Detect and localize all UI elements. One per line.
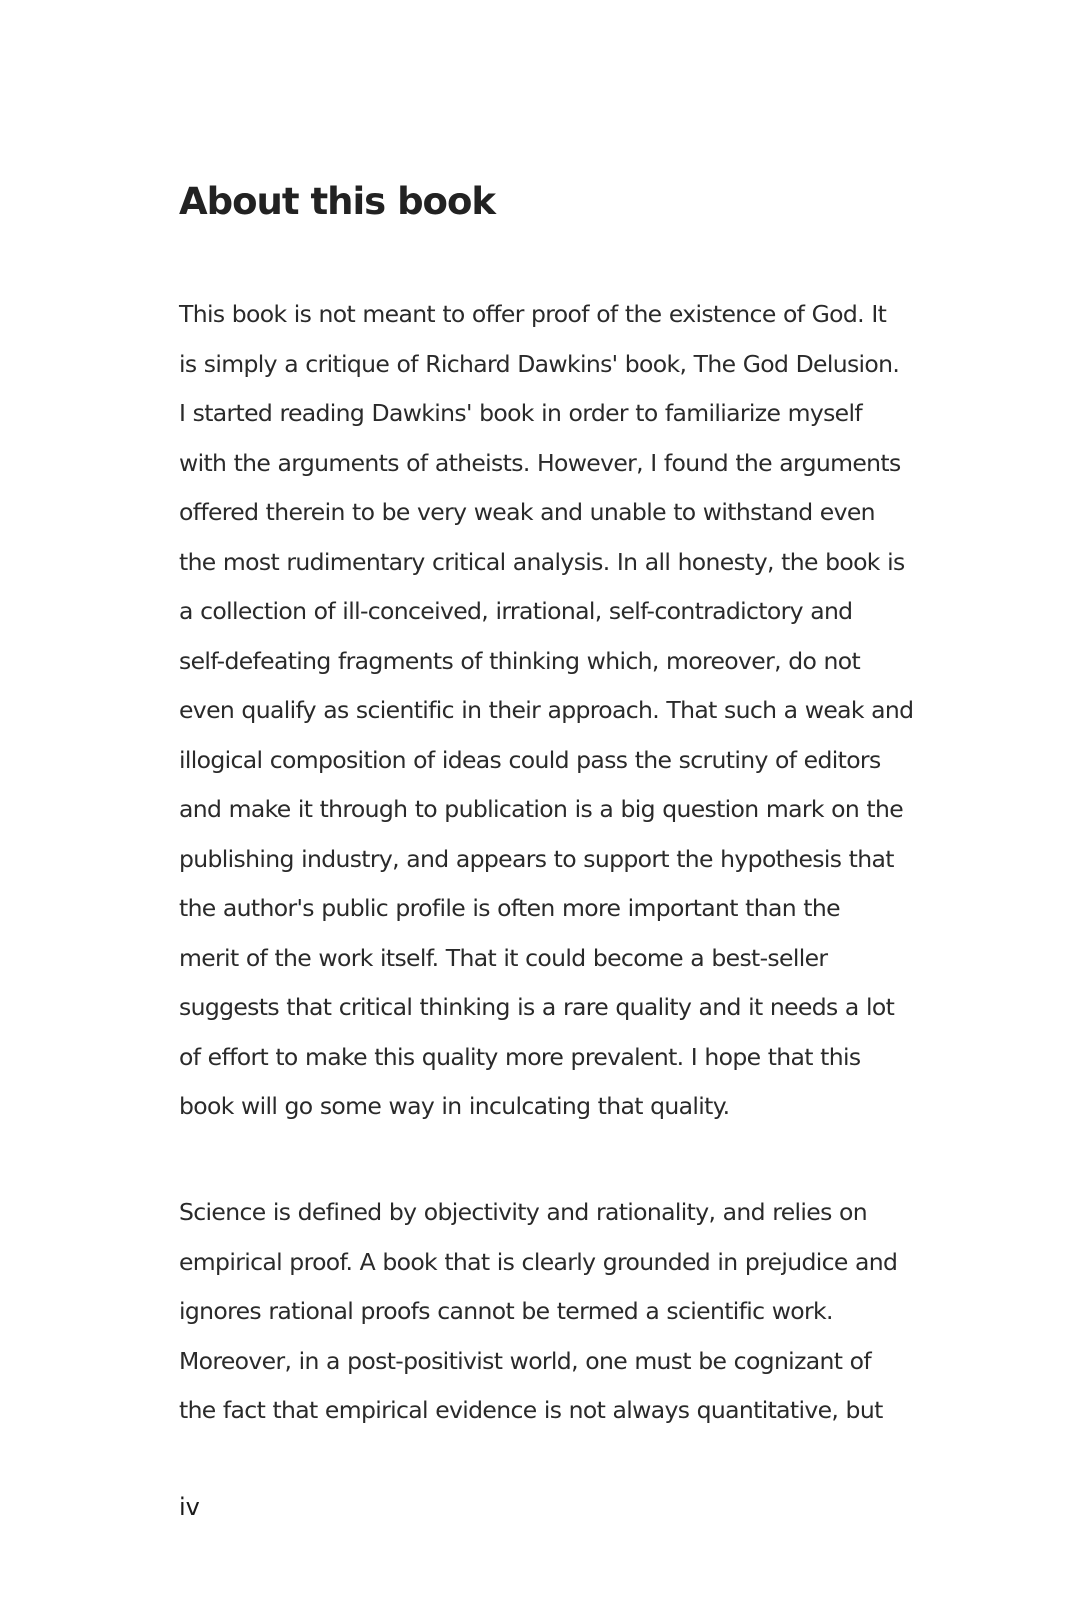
text-line: and make it through to publication is a big question mark on the	[179, 795, 904, 823]
text-line: with the arguments of atheists. However, I found the arguments	[179, 448, 901, 477]
text-line: suggests that critical thinking is a rare quality and it needs a lot	[179, 993, 895, 1021]
text-line: of effort to make this quality more prevalent. I hope that this	[179, 1042, 861, 1071]
text-line: the most rudimentary critical analysis. In all honesty, the book is	[179, 547, 905, 576]
text-line: book will go some way in inculcating that quality.	[179, 1092, 730, 1120]
text-line: the author's public profile is often more important than the	[179, 894, 840, 922]
text-line: merit of the work itself. That it could become a best-seller	[179, 943, 828, 972]
text-line: even qualify as scientific in their approach. That such a weak and	[179, 696, 914, 724]
text-line: a collection of ill-conceived, irrational, self-contradictory and	[179, 597, 853, 625]
text-line: self-defeating fragments of thinking which, moreover, do not	[179, 646, 861, 675]
paragraph-1	[179, 290, 939, 1132]
text-line: Science is defined by objectivity and rationality, and relies on	[179, 1198, 867, 1226]
text-line: Moreover, in a post-positivist world, one must be cognizant of	[179, 1346, 871, 1375]
text-line: the fact that empirical evidence is not always quantitative, but	[179, 1396, 883, 1424]
text-line: This book is not meant to offer proof of the existence of God. It	[179, 300, 887, 328]
text-line: publishing industry, and appears to support the hypothesis that	[179, 844, 894, 873]
text-line: I started reading Dawkins' book in order to familiarize myself	[179, 399, 862, 427]
text-line: empirical proof. A book that is clearly grounded in prejudice and	[179, 1247, 898, 1276]
text-line: offered therein to be very weak and unable to withstand even	[179, 498, 875, 526]
text-line: is simply a critique of Richard Dawkins' book, The God Delusion.	[179, 349, 900, 378]
paragraph-2	[179, 1188, 939, 1436]
page-title: About this book	[179, 180, 495, 223]
text-line: illogical composition of ideas could pass the scrutiny of editors	[179, 745, 881, 774]
page-number: iv	[179, 1493, 200, 1521]
text-line: ignores rational proofs cannot be termed a scientific work.	[179, 1297, 833, 1325]
